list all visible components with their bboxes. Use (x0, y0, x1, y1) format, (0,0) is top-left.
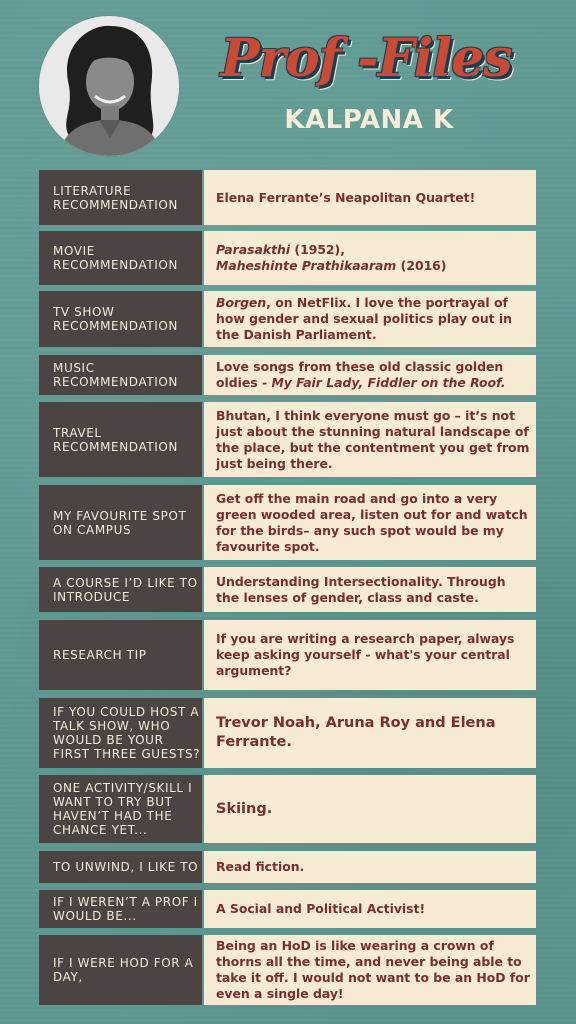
row-answer (204, 567, 536, 612)
answer-text: Elena Ferrante’s Neapolitan Quartet! (216, 189, 476, 205)
answer-title: My Fair Lady, Fiddler on the Roof. (271, 375, 506, 390)
qa-row-talk-show (39, 698, 536, 768)
row-label: TO UNWIND, I LIKE TO (39, 851, 202, 883)
answer-text: Bhutan, I think everyone must go – it’s not just about the stunning natural landscape of the place, but the contentment you get from just being there. (216, 407, 530, 471)
row-label: A COURSE I’D LIKE TO INTRODUCE (39, 567, 202, 612)
avatar (39, 16, 179, 156)
row-label: ONE ACTIVITY/SKILL I WANT TO TRY BUT HAVEN’T HAD THE CHANCE YET... (39, 775, 202, 843)
answer-text: Being an HoD is like wearing a crown of thorns all the time, and never being able to take it off. I would not want to be an HoD for even a single day! (216, 938, 530, 1001)
row-answer (204, 935, 536, 1005)
row-label: MY FAVOURITE SPOT ON CAMPUS (39, 485, 202, 560)
row-label: TRAVEL RECOMMENDATION (39, 402, 202, 477)
row-answer (204, 485, 536, 560)
portrait-photo-icon (39, 16, 179, 156)
answer-text: (1952), (290, 242, 345, 257)
answer-text: Understanding Intersectionality. Through the lenses of gender, class and caste. (216, 573, 506, 605)
qa-row-not-prof (39, 890, 536, 928)
qa-row-literature (39, 170, 536, 225)
qa-row-hod (39, 935, 536, 1005)
answer-text: Read fiction. (216, 859, 305, 874)
row-answer (204, 170, 536, 225)
qa-row-music (39, 355, 536, 395)
row-answer (204, 620, 536, 690)
qa-row-research-tip (39, 620, 536, 690)
qa-row-tv-show (39, 291, 536, 347)
answer-text: Love songs from these old classic golden oldies - (216, 359, 504, 390)
answer-title: Maheshinte Prathikaaram (216, 258, 397, 273)
answer-title: Borgen (216, 295, 267, 310)
qa-row-activity (39, 775, 536, 843)
qa-row-favourite-spot (39, 485, 536, 560)
row-label: RESEARCH TIP (39, 620, 202, 690)
row-answer (204, 775, 536, 843)
qa-row-travel (39, 402, 536, 477)
row-label: LITERATURE RECOMMENDATION (39, 170, 202, 225)
answer-text: If you are writing a research paper, always keep asking yourself - what's your central argument? (216, 631, 515, 678)
answer-text: Get off the main road and go into a very green wooded area, listen out for and watch for the birds– any such spot would be my favourite spot. (216, 490, 528, 554)
answer-text: A Social and Political Activist! (216, 901, 426, 916)
page-title: Prof -Files (220, 28, 512, 89)
row-answer (204, 890, 536, 928)
row-answer (204, 402, 536, 477)
row-answer (204, 231, 536, 285)
row-label: MOVIE RECOMMENDATION (39, 231, 202, 285)
answer-text: Trevor Noah, Aruna Roy and Elena Ferrante. (216, 715, 496, 750)
answer-text: (2016) (396, 258, 447, 273)
answer-text: Skiing. (216, 800, 273, 817)
row-label: IF YOU COULD HOST A TALK SHOW, WHO WOULD BE YOUR FIRST THREE GUESTS? (39, 698, 202, 768)
row-label: IF I WEREN’T A PROF I WOULD BE... (39, 890, 202, 928)
qa-row-unwind (39, 851, 536, 883)
professor-name: KALPANA K (284, 105, 454, 135)
row-label: IF I WERE HOD FOR A DAY, (39, 935, 202, 1005)
row-label: TV SHOW RECOMMENDATION (39, 291, 202, 347)
qa-row-movie (39, 231, 536, 285)
answer-text: , on NetFlix. I love the portrayal of how gender and sexual politics play out in the Danish Parliament. (216, 295, 512, 342)
row-answer (204, 698, 536, 768)
row-label: MUSIC RECOMMENDATION (39, 355, 202, 395)
row-answer (204, 851, 536, 883)
row-answer (204, 291, 536, 347)
row-answer (204, 355, 536, 395)
answer-title: Parasakthi (216, 242, 291, 257)
qa-row-course (39, 567, 536, 612)
